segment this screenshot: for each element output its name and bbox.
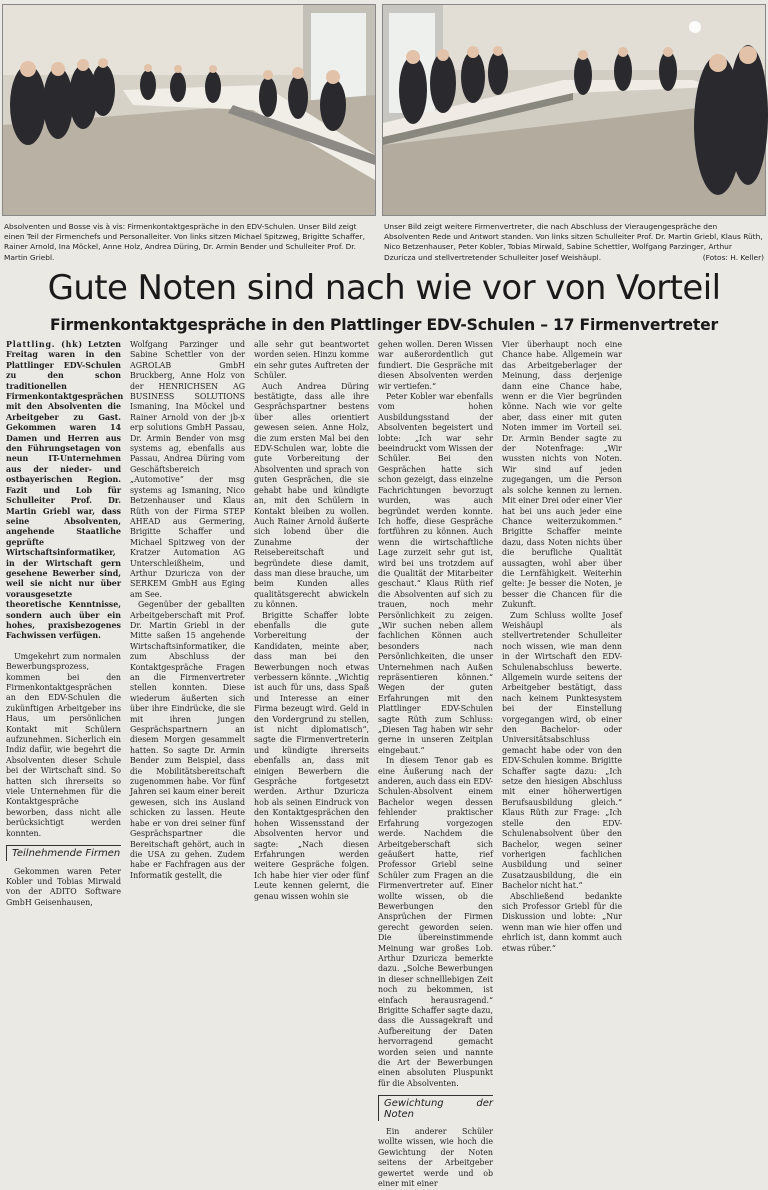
photo-right-drawing [383, 5, 765, 215]
article-column-1 [6, 340, 124, 990]
subheadline: Firmenkontaktgespräche in den Plattlinger EDV-Schulen – 17 Firmenvertreter [49, 316, 719, 334]
photo-left-meeting [2, 4, 376, 216]
section-heading-firms: Teilnehmende Firmen [6, 845, 121, 860]
paragraph: Umgekehrt zum normalen Bewerbungsprozess, kommen bei den Firmenkontaktgesprächen an den EDV-Schulen die zukünftigen Arbeitgeber ins Haus, um persönlichen Kontakt mit Schülern aufzunehmen. Sicherlich ein Indiz dafür, wie begehrt die Absolventen dieser Schule bei der Wirtschaft sind. So hatten sich ihrerseits so viele Unternehmen für die Kontaktgespräche beworben, dass nicht alle berücksichtigt werden konnten. [6, 651, 121, 838]
photo-left-drawing [3, 5, 375, 215]
paragraph: Zum Schluss wollte Josef Weishäupl als stellvertretender Schulleiter noch wissen, wie man denn in der Wirtschaft den EDV-Schulenabschluss bewerte. Allgemein wurde seitens der Arbeitgeber bestätigt, dass nach keinem Punktesystem bei der Einstellung vorgegangen wird, ob einer den Bachelor- oder Universitätsabschluss gemacht habe oder von den EDV-Schulen komme. Brigitte Schaffer sagte dazu: „Ich setze den hiesigen Abschluss mit einer höherwertigen Berufsausbildung gleich.“ Klaus Rüth zur Frage: „Ich stelle den EDV-Schulenabsolvent über den Bachelor, wegen seiner vorherigen fachlichen Ausbildung und seiner Zusatzausbildung, die ein Bachelor nicht hat.“ [502, 610, 622, 891]
dateline: Plattling. (hk) [6, 340, 83, 349]
caption-right-text: Unser Bild zeigt weitere Firmenvertreter, die nach Abschluss der Vieraugengespräche den Absolventen Rede und Antwort standen. Von links sitzen Schulleiter Prof. Dr. Martin Griebl, Klaus Rüth, Nico Betzenhauser, Peter Kobler, Tobias Mirwald, Sabine Schettler, Wolfgang Parzinger, Arthur Dzuricza und stellvertretender Schulleiter Josef Weishäupl. [384, 222, 763, 262]
paragraph: In diesem Tenor gab es eine Äußerung nach der anderen, auch dass ein EDV-Schulen-Absolvent einem Bachelor wegen dessen fehlender praktischer Erfahrung vorgezogen werde. Nachdem die Arbeitgeberschaft sich geäußert hatte, rief Professor Griebl seine Schüler zum Fragen an die Firmenvertreter auf. Einer wollte wissen, ob die Bewerbungen den Ansprüchen der Firmen gerecht geworden seien. Die übereinstimmende Meinung war großes Lob. Arthur Dzuricza bemerkte dazu. „Solche Bewerbungen in dieser schnelllebigen Zeit noch zu bekommen, ist einfach herausragend.“ Brigitte Schaffer sagte dazu, dass die Aussagekraft und Aufbereitung der Daten hervorragend gemacht worden seien und nannte die Art der Bewerbungen einen absoluten Pluspunkt für die Absolventen. [378, 756, 494, 1088]
lead-paragraph [6, 340, 124, 642]
article-column-4 [378, 340, 494, 1189]
paragraph: Gekommen waren Peter Kobler und Tobias Mirwald von der ADITO Software GmbH Geisenhausen, [6, 866, 121, 907]
photo-right-caption [384, 222, 764, 263]
article-column-2 [130, 340, 245, 880]
lead-text: Letzten Freitag waren in den Plattlinger EDV-Schulen zu den schon traditionellen Firmenkontaktgesprächen mit den Absolventen die Arbeitgeber zu Gast. Gekommen waren 14 Damen und Herren aus den Führungsetagen von neun IT-Unternehmen aus der nieder- und ostbayerischen Region. Fazit und Lob für Schulleiter Prof. Dr. Martin Griebl war, dass seine Absolventen, angehende Staatliche geprüfte Wirtschaftsinformatiker, in der Wirtschaft gern gesehene Bewerber sind, weil sie nicht nur über vorausgesetzte theoretische Kenntnisse, sondern auch über ein hohes, praxisbezogenes Fachwissen verfügen. [6, 340, 124, 641]
section-heading-grades: Gewichtung der Noten [378, 1095, 493, 1121]
paragraph: Ein anderer Schüler wollte wissen, wie hoch die Gewichtung der Noten seitens der Arbeitgeber gewertet werde und ob einer mit einer [378, 1127, 493, 1189]
photo-right-meeting [382, 4, 766, 216]
photo-left-caption: Absolventen und Bosse vis à vis: Firmenkontaktgespräche in den EDV-Schulen. Unser Bild zeigt einen Teil der Firmenchefs und Personalleiter. Von links sitzen Michael Spitzweg, Brigitte Schaffer, Rainer Arnold, Ina Möckel, Anne Holz, Andrea Düring, Dr. Armin Bender und Schulleiter Prof. Dr. Martin Griebl. [4, 222, 365, 262]
paragraph: Abschließend bedankte sich Professor Griebl für die Diskussion und lobte: „Nur wenn man wie hier offen und ehrlich ist, dann kommt auch etwas rüber.“ [502, 891, 622, 953]
paragraph: Auch Andrea Düring bestätigte, dass alle ihre Gesprächspartner bestens über alles orientiert gewesen seien. Anne Holz, die zum ersten Mal bei den EDV-Schulen war, lobte die gute Vorbereitung der Absolventen und sprach von guten Gesprächen, die sie gehabt habe und kündigte an, mit den Schülern in Kontakt bleiben zu wollen. Auch Rainer Arnold äußerte sich lobend über die Zunahme der Reisebereitschaft und begründete diese damit, dass man diese brauche, um beim Kunden alles qualitätsgerecht abwickeln zu können. [254, 381, 369, 610]
paragraph: Peter Kobler war ebenfalls vom hohen Ausbildungsstand der Absolventen begeistert und lobte: „Ich war sehr beeindruckt vom Wissen der Schüler. Bei den Gesprächen hatte sich schon gezeigt, dass einzelne Fachrichtungen bevorzugt wurden, was auch begründet werden konnte. Ich hoffe, diese Gespräche fortführen zu können. Auch wenn die wirtschaftliche Lage zurzeit sehr gut ist, wird bei uns trotzdem auf die Qualität der Mitarbeiter geschaut.“ Klaus Rüth rief die Absolventen auf sich zu trauen, noch mehr Persönlichkeit zu zeigen. „Wir suchen neben allem fachlichen Können auch besonders nach Persönlichkeiten, die unser Unternehmen nach Außen repräsentieren können.“ Wegen der guten Erfahrungen mit den Plattlinger EDV-Schulen sagte Rüth zum Schluss: „Diesen Tag haben wir sehr gerne in unseren Zeitplan eingebaut.“ [378, 392, 493, 755]
paragraph: alle sehr gut beantwortet worden seien. Hinzu komme ein sehr gutes Auftreten der Schüler. [254, 340, 369, 381]
paragraph: Wolfgang Parzinger und Sabine Schettler von der AGROLAB GmbH Bruckberg, Anne Holz von der HENRICHSEN AG BUSINESS SOLUTIONS Ismaning, Ina Möckel und Rainer Arnold von der jb-x erp solutions GmbH Passau, Dr. Armin Bender von msg systems ag, ebenfalls aus Passau, Andrea Düring vom Geschäftsbereich „Automotive“ der msg systems ag Ismaning, Nico Betzenhauser und Klaus Rüth von der Firma STEP AHEAD aus Germering, Brigitte Schaffer und Michael Spitzweg von der Kratzer Automation AG Unterschleißheim, und Arthur Dzuricza von der SERKEM GmbH aus Eging am See. [130, 340, 245, 599]
photo-credit: (Fotos: H. Keller) [702, 252, 764, 262]
article-column-3 [254, 340, 369, 901]
paragraph: Brigitte Schaffer lobte ebenfalls die gute Vorbereitung der Kandidaten, meinte aber, dass man bei den Bewerbungen noch etwas verbessern könnte. „Wichtig ist auch für uns, dass Spaß und Interesse an einer Firma bezeugt wird. Geld in den Vordergrund zu stellen, ist nicht diplomatisch“, sagte die Firmenvertreterin und kündigte ihrerseits ebenfalls an, dass mit einigen Bewerbern die Gespräche fortgesetzt werden. Arthur Dzuricza hob als seinen Eindruck von den Kontaktgesprächen den hohen Wissensstand der Absolventen hervor und sagte: „Nach diesen Erfahrungen werden weitere Gespräche folgen. Ich habe hier vier oder fünf Leute kennen gelernt, die genau wissen wohin sie [254, 610, 369, 901]
headline: Gute Noten sind nach wie vor von Vorteil [47, 268, 721, 308]
paragraph: Vier überhaupt noch eine Chance habe. Allgemein war das Arbeitgeberlager der Meinung, dass derjenige dann eine Chance habe, wenn er die Vier begründen könne. Nach wie vor gelte aber, dass einer mit guten Noten immer im Vorteil sei. Dr. Armin Bender sagte zu der Notenfrage: „Wir wussten nichts von Noten. Wir sind auf jeden zugegangen, um die Person als solche kennen zu lernen. Mit einer Drei oder einer Vier hat bei uns auch jeder eine Chance weiterzukommen.“ Brigitte Schaffer meinte dazu, dass Noten nichts über die berufliche Qualität aussagten, wohl aber über die Lernfähigkeit. Weiterhin gelte: Je besser die Noten, je besser die Chancen für die Zukunft. [502, 340, 622, 610]
paragraph: Gegenüber der geballten Arbeitgeberschaft mit Prof. Dr. Martin Griebl in der Mitte saßen 15 angehende Wirtschaftsinformatiker, die zum Abschluss der Kontaktgespräche Fragen an die Firmenvertreter stellen konnten. Diese wiederum äußerten sich über ihre Eindrücke, die sie mit ihren jungen Gesprächspartnern an diesem Morgen gesammelt hatten. So sagte Dr. Armin Bender zum Beispiel, dass die Mobilitätsbereitschaft zugenommen habe. Vor fünf Jahren sei kaum einer bereit gewesen, sich ins Ausland schicken zu lassen. Heute habe er von drei seiner fünf Gesprächspartner die Bereitschaft gehört, auch in die USA zu gehen. Zudem habe er Fachfragen aus der Informatik gestellt, die [130, 600, 245, 880]
article-column-5 [502, 340, 622, 990]
paragraph: gehen wollen. Deren Wissen war außerordentlich gut fundiert. Die Gespräche mit diesen Absolventen werden wir vertiefen.“ [378, 340, 493, 391]
